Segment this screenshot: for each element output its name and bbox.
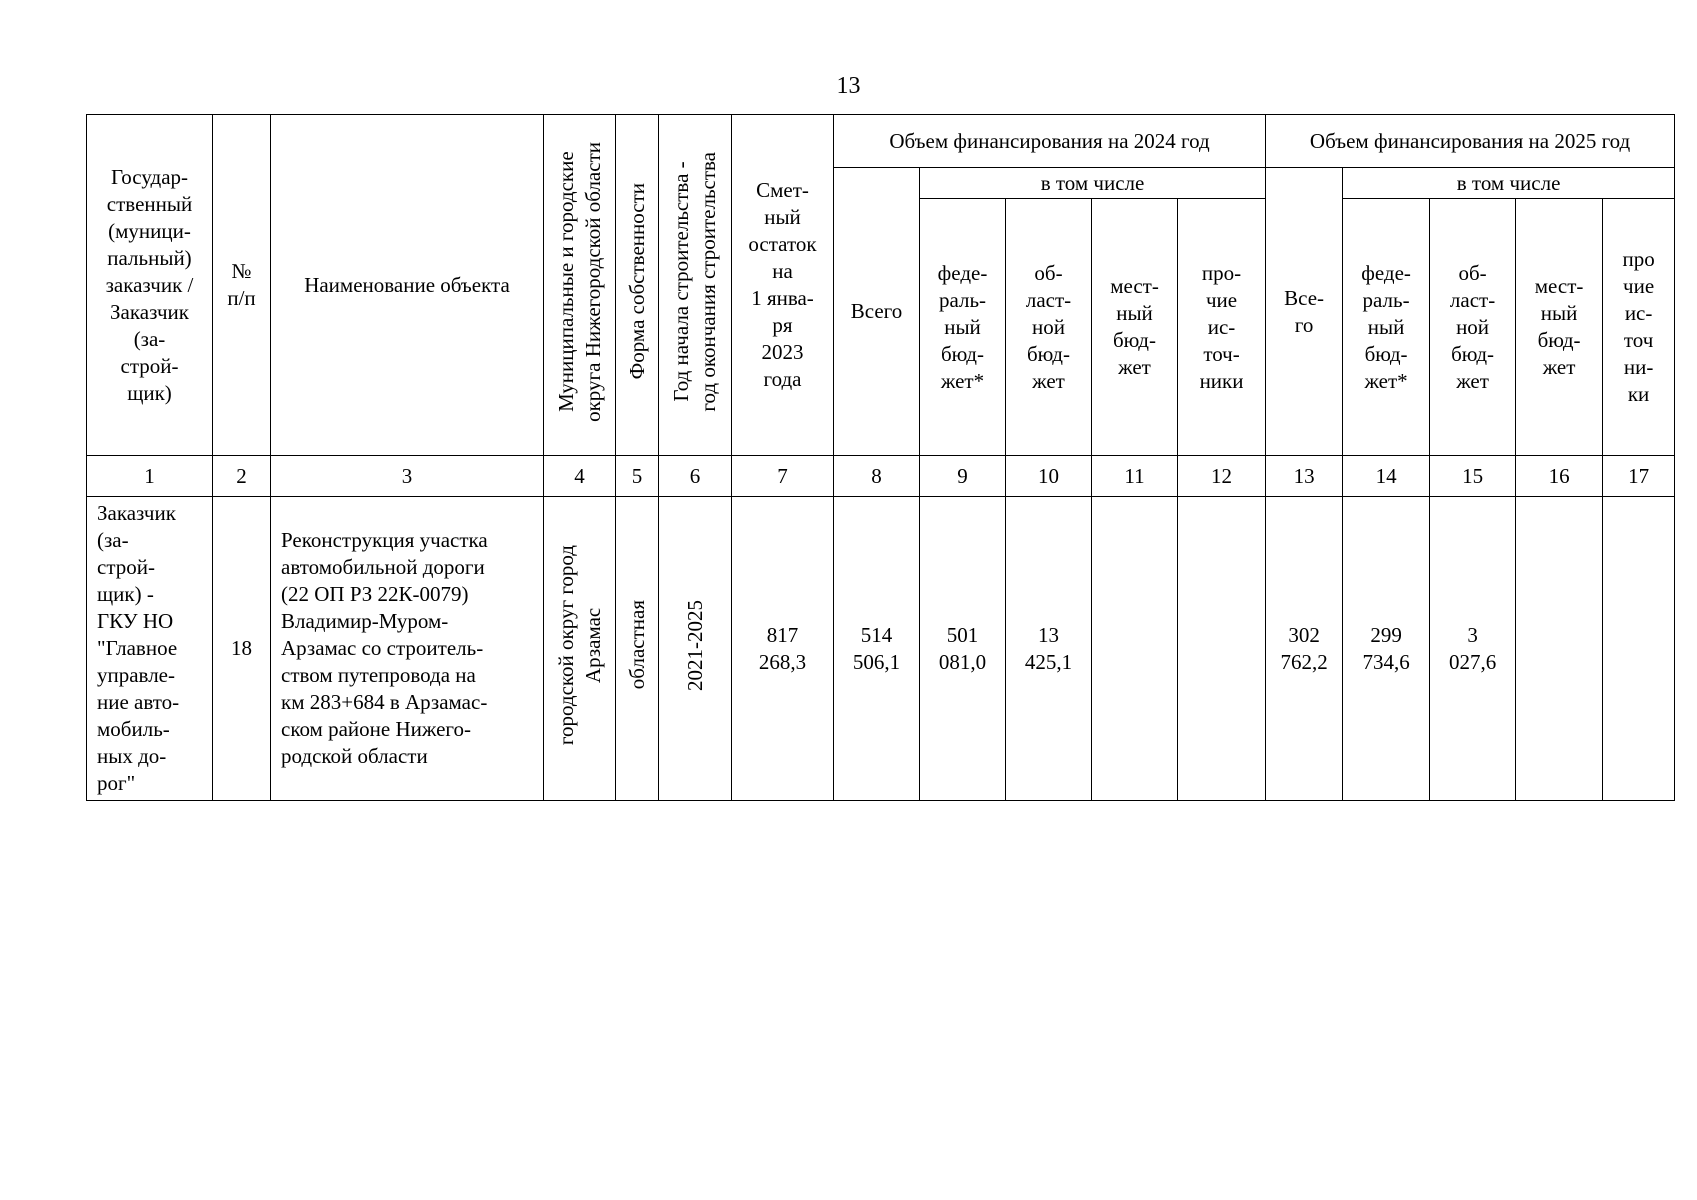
cell-local-2024 (1092, 497, 1178, 801)
cell-other-2025 (1603, 497, 1675, 801)
column-number: 4 (544, 456, 616, 497)
cell-number: 18 (213, 497, 271, 801)
cell-estimate-balance: 817 268,3 (732, 497, 834, 801)
header-including-2024: в том числе (920, 168, 1266, 199)
header-federal-2025: феде- раль- ный бюд- жет* (1343, 199, 1430, 456)
column-numbers-row (87, 456, 1675, 497)
column-number: 17 (1603, 456, 1675, 497)
column-number: 15 (1430, 456, 1516, 497)
column-number: 2 (213, 456, 271, 497)
cell-municipality (544, 497, 616, 801)
header-row-1 (87, 115, 1675, 168)
cell-years-text: 2021-2025 (682, 599, 707, 691)
header-municipalities (544, 115, 616, 456)
header-federal-2024: феде- раль- ный бюд- жет* (920, 199, 1006, 456)
header-fin-2024: Объем финансирования на 2024 год (834, 115, 1266, 168)
cell-object-name: Реконструкция участка автомобильной дороги (22 ОП РЗ 22К-0079) Владимир-Муром- Арзамас со строитель- ством путепровода на км 283+684 в Арзамас- ском районе Нижего- родской области (271, 497, 544, 801)
header-customer: Государ- ственный (муници- пальный) заказчик / Заказчик (за- строй- щик) (87, 115, 213, 456)
cell-years (659, 497, 732, 801)
cell-federal-2025: 299 734,6 (1343, 497, 1430, 801)
column-number: 1 (87, 456, 213, 497)
cell-local-2025 (1516, 497, 1603, 801)
header-ownership-text: Форма собственности (624, 183, 649, 380)
cell-other-2024 (1178, 497, 1266, 801)
header-including-2025: в том числе (1343, 168, 1675, 199)
cell-customer: Заказчик (за- строй- щик) - ГКУ НО "Главное управле- ние авто- мобиль- ных до- рог" (87, 497, 213, 801)
financing-table (86, 114, 1675, 801)
header-object-name: Наименование объекта (271, 115, 544, 456)
column-number: 7 (732, 456, 834, 497)
header-other-2025: про чие ис- точ ни- ки (1603, 199, 1675, 456)
page-number: 13 (836, 73, 861, 99)
header-number: № п/п (213, 115, 271, 456)
table-row (87, 497, 1675, 801)
header-regional-2025: об- ласт- ной бюд- жет (1430, 199, 1516, 456)
column-number: 10 (1006, 456, 1092, 497)
header-total-2025: Все- го (1266, 168, 1343, 456)
header-local-2024: мест- ный бюд- жет (1092, 199, 1178, 456)
header-municipalities-text: Муниципальные и городские округа Нижегородской области (553, 141, 605, 422)
column-number: 16 (1516, 456, 1603, 497)
header-years (659, 115, 732, 456)
header-fin-2025: Объем финансирования на 2025 год (1266, 115, 1675, 168)
header-years-text: Год начала строительства - год окончания строительства (669, 151, 720, 412)
column-number: 14 (1343, 456, 1430, 497)
cell-ownership (616, 497, 659, 801)
column-number: 11 (1092, 456, 1178, 497)
header-local-2025: мест- ный бюд- жет (1516, 199, 1603, 456)
header-ownership (616, 115, 659, 456)
cell-federal-2024: 501 081,0 (920, 497, 1006, 801)
header-regional-2024: об- ласт- ной бюд- жет (1006, 199, 1092, 456)
column-number: 8 (834, 456, 920, 497)
column-number: 13 (1266, 456, 1343, 497)
cell-total-2024: 514 506,1 (834, 497, 920, 801)
column-number: 3 (271, 456, 544, 497)
header-estimate-balance: Смет- ный остаток на 1 янва- ря 2023 года (732, 115, 834, 456)
column-number: 9 (920, 456, 1006, 497)
column-number: 5 (616, 456, 659, 497)
cell-total-2025: 302 762,2 (1266, 497, 1343, 801)
cell-municipality-text: городской округ город Арзамас (553, 544, 605, 746)
column-number: 6 (659, 456, 732, 497)
cell-ownership-text: областная (624, 600, 649, 690)
header-other-2024: про- чие ис- точ- ники (1178, 199, 1266, 456)
column-number: 12 (1178, 456, 1266, 497)
header-total-2024: Всего (834, 168, 920, 456)
cell-regional-2024: 13 425,1 (1006, 497, 1092, 801)
cell-regional-2025: 3 027,6 (1430, 497, 1516, 801)
